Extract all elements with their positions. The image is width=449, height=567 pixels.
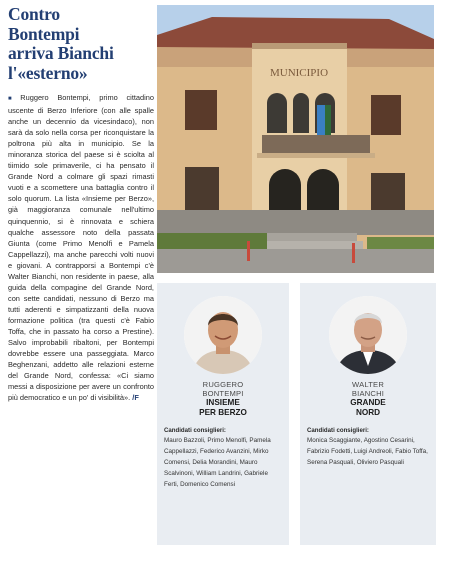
headline-block — [8, 5, 154, 83]
list-name-line-1: GRANDE — [350, 398, 386, 407]
headline-line-3: arriva Bianchi — [8, 43, 114, 63]
candidate-first-name: WALTER — [352, 380, 384, 389]
headline-line-4: l'«esterno» — [8, 62, 88, 83]
article-body — [8, 92, 154, 403]
list-name-line-2: NORD — [355, 407, 381, 417]
councillors-list: Monica Scaggiante, Agostino Cesarini, Fabrizio Fodetti, Luigi Andreoli, Fabio Toffa, Serena Pasquali, Oliviero Pasquali — [307, 437, 428, 467]
candidate-first-name: RUGGERO — [202, 380, 244, 389]
headline-line-1: Contro — [8, 4, 60, 24]
article-headline — [8, 5, 154, 83]
article-text: Ruggero Bontempi, primo cittadino uscente di Berzo Inferiore (con alle spalle anche un decennio da vicesindaco), non sarà da solo nella corsa per riconquistare la poltrona più alta in municipio. Se la minoranza storica del paese si è sciolta al tiimido sole primaverile, ci ha pensato il Grande Nord a colmare gli spazi rimasti vuoti e a scomettere una battaglia contro il solo quorum. La lista «Insieme per Berzo», già maggioranza comunale nell'ultimo quinquennio, si è rinnovata e schiera qualche assessore noto della passata Giunta (come Primo Menolfi e Pamela Cappellazzi), ma anche parecchi volti nuovi e giovani. A contrapporsi a Bontempi c'è Walter Bianchi, non residente in paese, alla guida della compagine del Grande Nord, con sette candidati, nessuno di Berzo ma tutti aderenti e simpatizzanti della nuova formazione politica (tra questi c'è Fabio Toffa, che in passato ha corso a Prestine). Salvo improbabili ribaltoni, per Bontempi dovrebbe essere una passeggiata. Marco Beghenzani, addetto alle relazioni esterne del Grande Nord, confessa: «Ci siamo messi a disposizione per avere un confronto più democratico e un po' di visibilità». — [8, 93, 155, 403]
article-end-mark: /F — [132, 393, 139, 403]
list-name — [300, 398, 436, 417]
avatar — [184, 296, 262, 374]
candidate-card-bontempi — [157, 283, 289, 545]
candidate-portrait — [184, 296, 262, 374]
candidate-portrait — [329, 296, 407, 374]
bullet-icon: ■ — [8, 96, 19, 102]
avatar — [329, 296, 407, 374]
municipio-sign: MUNICIPIO — [269, 67, 329, 79]
town-hall-illustration — [157, 5, 434, 273]
candidate-last-name: BONTEMPI — [202, 389, 244, 398]
councillors-heading: Candidati consiglieri: — [307, 427, 369, 434]
list-name — [157, 398, 289, 417]
councillors-list: Mauro Bazzoli, Primo Menolfi, Pamela Cappellazzi, Federico Avanzini, Mirko Comensi, Delia Morandini, Mauro Scalvinoni, William Landrini, Gabriele Ferti, Domenico Comensi — [164, 437, 271, 489]
list-name-line-1: INSIEME — [206, 398, 240, 407]
list-name-line-2: PER BERZO — [199, 407, 247, 417]
town-hall-photo — [157, 5, 434, 273]
candidate-last-name: BIANCHI — [351, 389, 385, 398]
councillors-heading: Candidati consiglieri: — [164, 427, 226, 434]
headline-line-2: Bontempi — [8, 23, 80, 44]
candidate-card-bianchi — [300, 283, 436, 545]
